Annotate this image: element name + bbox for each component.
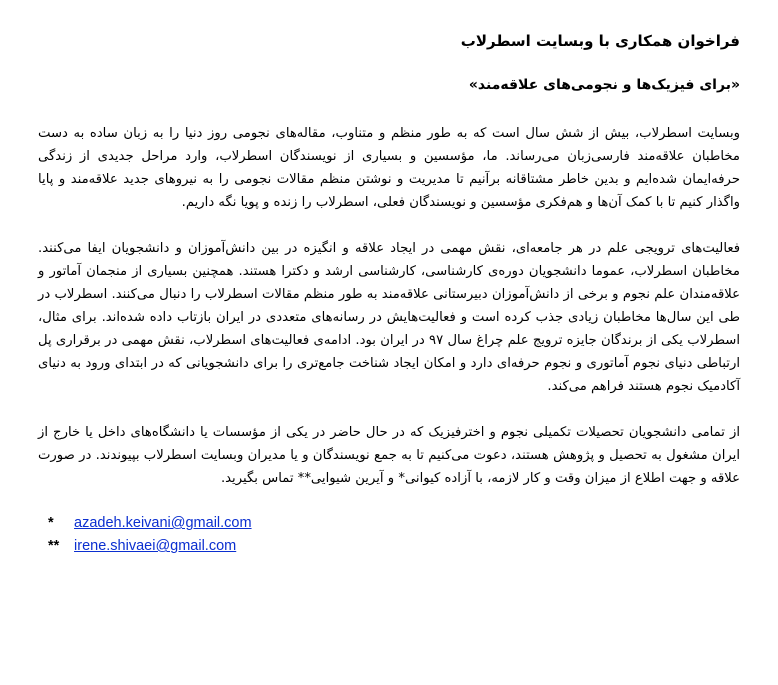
email-link-azadeh[interactable]: azadeh.keivani@gmail.com <box>74 515 252 531</box>
contact-list <box>38 512 740 558</box>
paragraph-outreach: فعالیت‌های ترویجی علم در هر جامعه‌ای، نقش مهمی در ایجاد علاقه و انگیزه در بین دانش‌آموزان و دانشجویان ایفا می‌کنند. مخاطبان اسطرلاب، عموما دانشجویان دوره‌ی کارشناسی، کارشناسی ارشد و دکترا هستند. همچنین بسیاری از منجمان آماتور و علاقه‌مندان علم نجوم و برخی از دانش‌آموزان دبیرستانی علاقه‌مند به طور منظم مقالات اسطرلاب را دنبال می‌کنند. اسطرلاب در طی این سال‌ها مخاطبان زیادی جذب کرده است و فعالیت‌هایش در رسانه‌های متعددی در ایران بازتاب داده شده‌اند. برای مثال، اسطرلاب یکی از برندگان جایزه ترویج علم چراغ سال ۹۷ در ایران بود. ادامه‌ی فعالیت‌های اسطرلاب، نقش مهمی در برقراری پل ارتباطی دنیای نجوم آماتوری و نجوم حرفه‌ای دارد و امکان ایجاد شناخت جامع‌تری را برای دانشجویانی که در ابتدای ورود به دنیای آکادمیک نجوم هستند فراهم می‌کند. <box>38 241 740 394</box>
email-link-irene[interactable]: irene.shivaei@gmail.com <box>74 538 237 554</box>
document-page <box>38 30 740 558</box>
contact-marker: ** <box>48 538 60 554</box>
contact-item <box>48 512 740 535</box>
paragraph-intro: وبسایت اسطرلاب، بیش از شش سال است که به طور منظم و متناوب، مقاله‌های نجومی روز دنیا را به زبان ساده به دست مخاطبان علاقه‌مند فارسی‌زبان می‌رساند. ما، مؤسسین و بسیاری از نویسندگان اسطرلاب، وارد مراحل جدیدی از زندگی حرفه‌ایمان شده‌ایم و بدین خاطر مشتاقانه برآنیم تا مدیریت و نوشتن منظم مقالات نجومی را به نیروهای جدید علاقه‌مند و پایا واگذار کنیم تا با کمک آن‌ها و هم‌فکری مؤسسین و نویسندگان فعلی، اسطرلاب را زنده و پویا نگه داریم. <box>38 126 740 210</box>
contact-marker: * <box>48 515 54 531</box>
document-title: فراخوان همکاری با وبسایت اسطرلاب <box>460 32 740 50</box>
document-subtitle: «برای فیزیک‌ها و نجومی‌های علاقه‌مند» <box>468 77 740 93</box>
paragraph-invitation: از تمامی دانشجویان تحصیلات تکمیلی نجوم و اخترفیزیک که در حال حاضر در یکی از مؤسسات یا دانشگاه‌های داخل یا خارج از ایران مشغول به تحصیل و پژوهش هستند، دعوت می‌کنیم تا به جمع نویسندگان و یا مدیران وبسایت اسطرلاب بپیوندند. در صورت علاقه و جهت اطلاع از میزان وقت و کار لازمه، با آزاده کیوانی* و آیرین شیوایی** تماس بگیرید. <box>38 425 740 486</box>
contact-item <box>48 535 740 558</box>
